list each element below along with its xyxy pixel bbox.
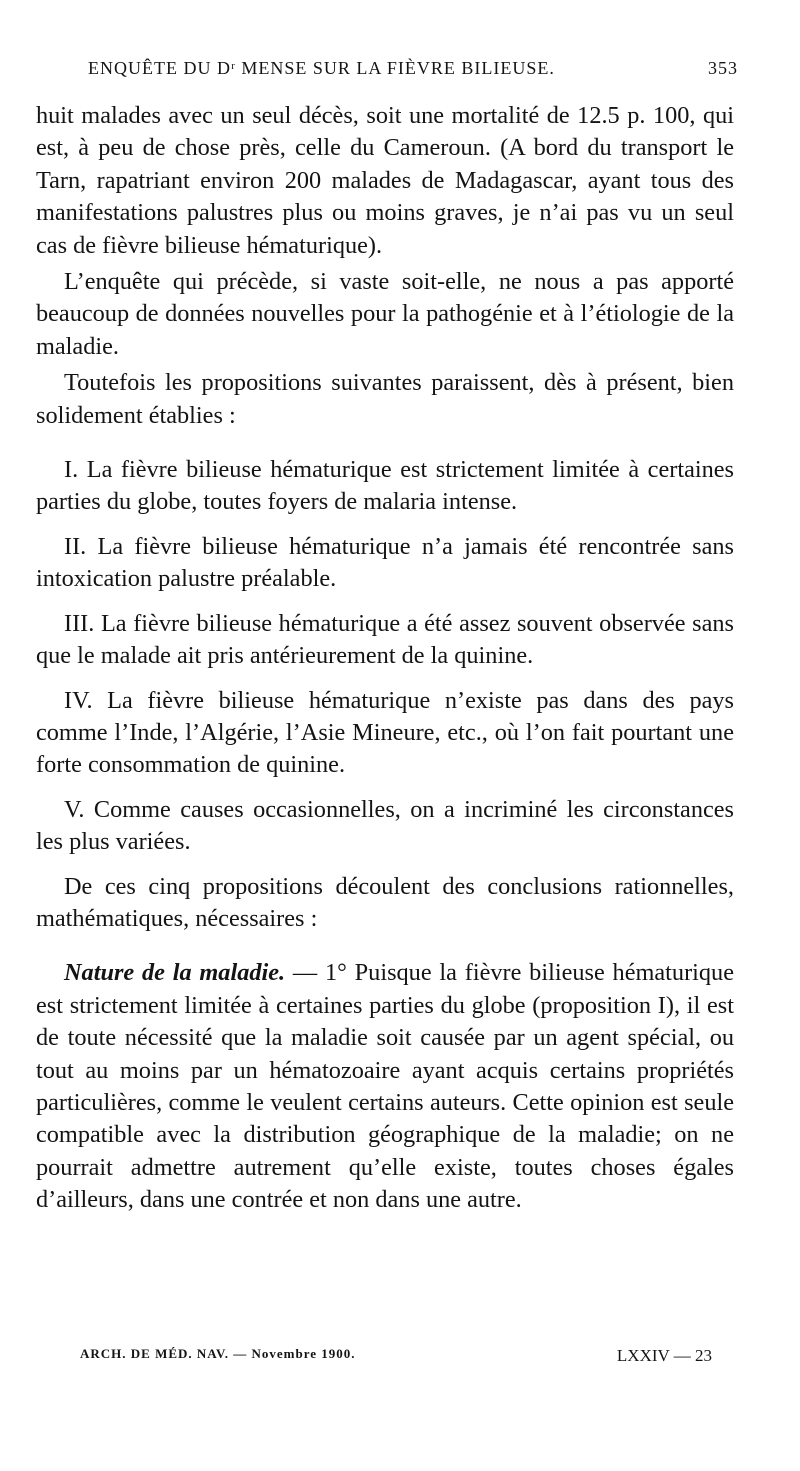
paragraph-nature <box>36 957 734 1216</box>
paragraph-conclusions: De ces cinq propositions découlent des conclusions rationnelles, mathématiques, nécessaires : <box>36 872 734 932</box>
page-footer <box>80 1346 712 1366</box>
paragraph-toutefois: Toutefois les propositions suivantes paraissent, dès à présent, bien solidement établies : <box>36 369 734 429</box>
proposition-4: IV. La fièvre bilieuse hématurique n’existe pas dans des pays comme l’Inde, l’Algérie, l’Asie Mineure, etc., où l’on fait pourtant une forte consommation de quinine. <box>36 686 734 779</box>
section-text: — 1° Puisque la fièvre bilieuse hématurique est strictement limitée à certaines parties du globe (proposition I), il est de toute nécessité que la maladie soit causée par un agent spécial, ou tout au moins par un hématozoaire ayant acquis certains propriétés particulières, comme le veulent certains auteurs. Cette opinion est seule compatible avec la distribution géographique de la maladie; on ne pourrait admettre autrement qu’elle existe, toutes choses égales d’ailleurs, dans une contrée et non dans une autre. <box>36 959 734 1214</box>
page-number: 353 <box>708 58 738 78</box>
proposition-3: III. La fièvre bilieuse hématurique a été assez souvent observée sans que le malade ait pris antérieurement de la quinine. <box>36 609 734 670</box>
section-lead: Nature de la maladie. <box>64 959 286 987</box>
header-title: ENQUÊTE DU Dʳ MENSE SUR LA FIÈVRE BILIEUSE. <box>88 58 555 78</box>
proposition-5: V. Comme causes occasionnelles, on a incriminé les circonstances les plus variées. <box>36 795 734 856</box>
running-header <box>88 58 738 79</box>
proposition-2: II. La fièvre bilieuse hématurique n’a jamais été rencontrée sans intoxication palustre préalable. <box>36 532 734 593</box>
paragraph-continued: huit malades avec un seul décès, soit une mortalité de 12.5 p. 100, qui est, à peu de chose près, celle du Cameroun. (A bord du transport le Tarn, rapatriant environ 200 malades de Madagascar, ayant tous des manifestations palustres plus ou moins graves, je n’ai pas vu un seul cas de fièvre bilieuse hématurique). <box>36 102 734 259</box>
footer-volume: LXXIV — 23 <box>616 1346 712 1365</box>
paragraph-enquete: L’enquête qui précède, si vaste soit-elle, ne nous a pas apporté beaucoup de données nouvelles pour la pathogénie et à l’étiologie de la maladie. <box>36 268 734 360</box>
body-text <box>36 100 734 1217</box>
footer-journal: ARCH. DE MÉD. NAV. — Novembre 1900. <box>80 1346 356 1361</box>
proposition-1: I. La fièvre bilieuse hématurique est strictement limitée à certaines parties du globe, toutes foyers de malaria intense. <box>36 456 734 516</box>
